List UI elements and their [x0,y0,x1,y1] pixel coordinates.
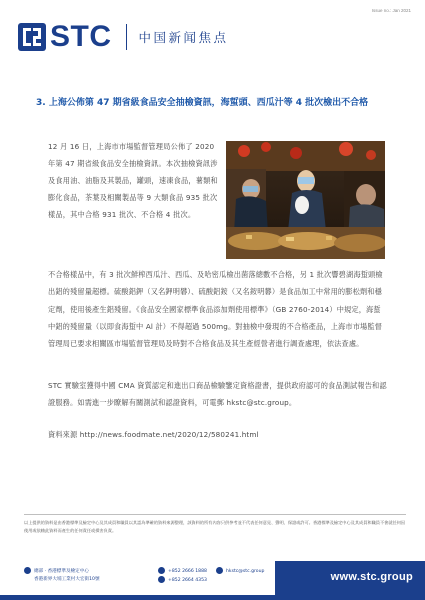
article-paragraph-1: 12 月 16 日，上海市市場監督管理局公佈了 2020 年第 47 期省級食品安全抽檢資訊。本次抽檢資訊涉及食用油、油脂及其製品，罐頭，速凍食品，薯類和膨化食品，茶葉及相關製品等 9 大類食品 935 批次樣品，其中合格 931 批次、不合格 4 批次。 [48,142,218,220]
footer-email-block [216,567,264,576]
header [18,20,229,54]
header-title: 中国新闻焦点 [138,30,229,45]
footer-address: 香港新界大埔工業村大宏街10號 [34,577,100,582]
email-icon [216,567,223,574]
market-photo [226,141,385,259]
issue-number: Issue no.: Jan 2021 [371,8,411,13]
logo-text: STC [50,20,112,53]
footer-divider [24,514,406,515]
location-pin-icon [24,567,31,574]
footer-fax: +852 2664 4353 [168,578,207,583]
article-source: 資料來源 http://news.foodmate.net/2020/12/580241.html [48,430,259,439]
disclaimer: 以上提供的資料是由香港標準及檢定中心及其成員和職員以其認為準確的資料來源整理，該資料的所有內容只供參考並不代表任何意見、聲明、保證或許可。香港標準及檢定中心及其成員和職員不會就任何因使用或依賴此資料而產生的任何責任或損害負責。 [24,520,406,533]
header-divider [126,24,127,50]
footer-office: 總部 · 香港標準及檢定中心 [34,569,89,574]
article-headline: 3. 上海公佈第 47 期省級食品安全抽檢資訊，海蜇頭、西瓜汁等 4 批次檢出不合格 [36,98,369,108]
footer-bar [0,595,425,600]
footer-website-link[interactable]: www.stc.group [330,571,413,583]
footer-contact-block [158,567,207,585]
footer-email[interactable]: hkstc@stc.group [226,569,265,574]
stc-logo-icon [18,23,46,51]
article-paragraph-3: STC 實驗室獲得中國 CMA 資質認定和進出口商品檢驗鑒定資格證書，提供政府認可的食品測試報告和認證服務。如需進一步瞭解有關測試和認證資料，可電郵 hkstc@stc.group。 [48,381,387,408]
phone-icon [158,567,165,574]
footer-address-block [24,567,100,584]
fax-icon [158,576,165,583]
footer-phone: +852 2666 1888 [168,569,207,574]
article-paragraph-2: 不合格樣品中，有 3 批次鮮榨西瓜汁、西瓜、及哈密瓜檢出菌落總數不合格，另 1 批次響碧湖海蜇頭檢出鋁的殘留量超標。硫酸鋁鉀（又名鉀明礬）、硫酸鋁銨（又名銨明礬）是食品加工中常用的膨松劑和穩定劑，使用後產生鋁殘留。《食品安全國家標準食品添加劑使用標準》（GB 2760-2014）中規定，海蜇中鋁的殘留量（以即食海蜇中 Al 計）不得超過 500mg。對抽檢中發現的不合格產品，上海市市場監督管理局已要求相關區市場監督管理局及時對不合格食品及其生產經營者進行調查處理，依法查處。 [48,270,383,349]
